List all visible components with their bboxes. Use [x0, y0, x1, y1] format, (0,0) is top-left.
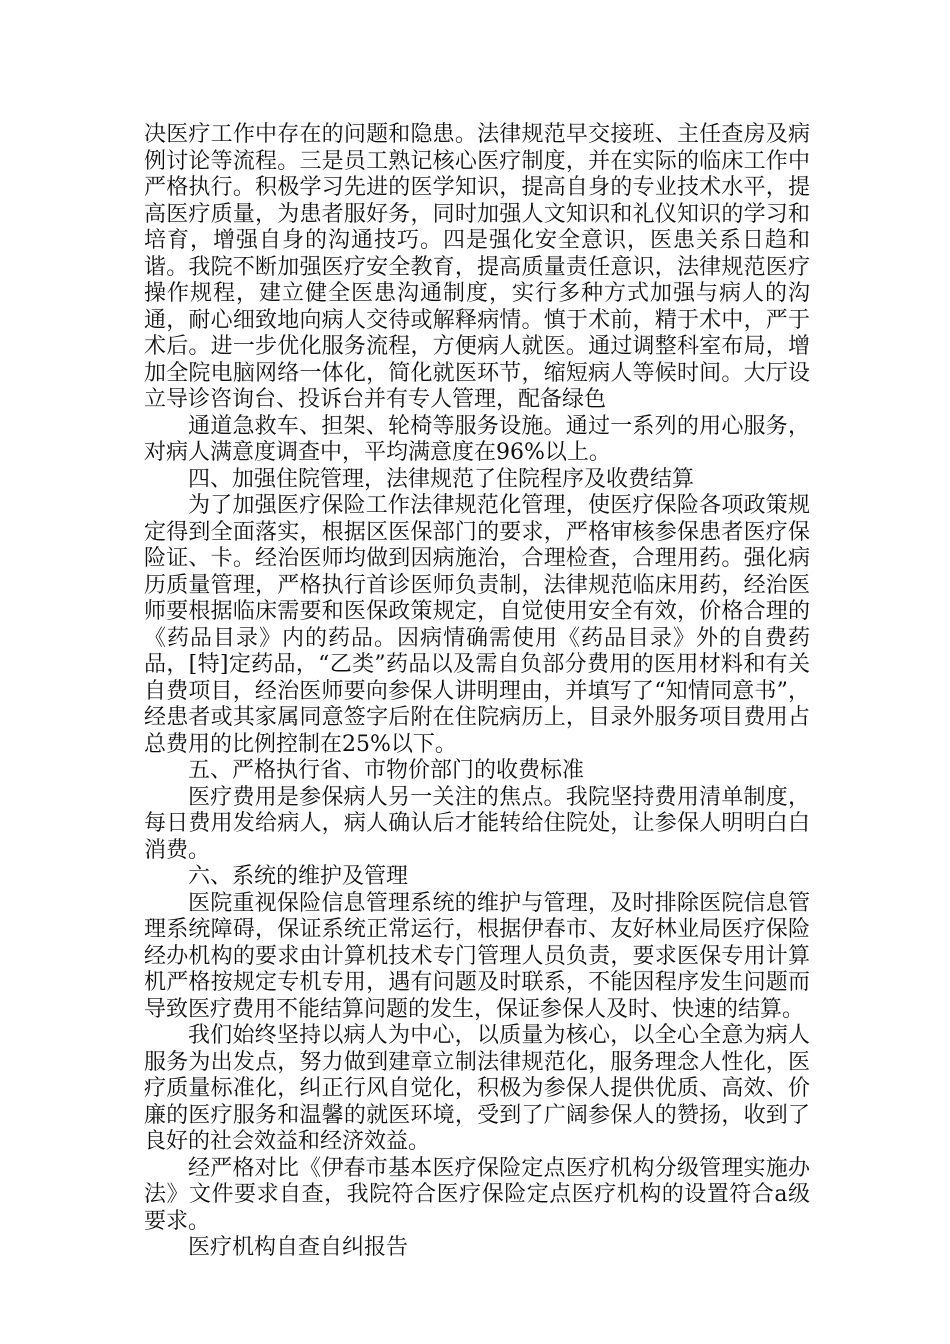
report-title: 医疗机构自查自纠报告 — [188, 1235, 409, 1260]
paragraph-continuation: 决医疗工作中存在的问题和隐患。法律规范早交接班、主任查房及病例讨论等流程。三是员工熟记核心医疗制度，并在实际的临床工作中严格执行。积极学习先进的医学知识，提高自身的专业技术水平，提高医疗质量，为患者服好务，同时加强人文知识和礼仪知识的学习和培育，增强自身的沟通技巧。四是强化安全意识，医患关系日趋和谐。我院不断加强医疗安全教育，提高质量责任意识，法律规范医疗操作规程，建立健全医患沟通制度，实行多种方式加强与病人的沟通，耐心细致地向病人交待或解释病情。慎于术前，精于术中，严于术后。进一步优化服务流程，方便病人就医。通过调整科室布局，增加全院电脑网络一体化，简化就医环节，缩短病人等候时间。大厅设立导诊咨询台、投诉台并有专人管理，配备绿色 — [144, 122, 810, 412]
paragraph-patient-centered: 我们始终坚持以病人为中心，以质量为核心，以全心全意为病人服务为出发点，努力做到建章立制法律规范化，服务理念人性化，医疗质量标准化，纠正行风自觉化，积极为参保人提供优质、高效、价廉的医疗服务和温馨的就医环境，受到了广阔参保人的赞扬，收到了良好的社会效益和经济效益。 — [144, 1023, 810, 1154]
document-page — [144, 122, 810, 1262]
paragraph-self-check: 经严格对比《伊春市基本医疗保险定点医疗机构分级管理实施办法》文件要求自查，我院符合医疗保险定点医疗机构的设置符合a级要求。 — [144, 1155, 810, 1234]
section-heading-4: 四、加强住院管理，法律规范了住院程序及收费结算 — [188, 466, 695, 492]
paragraph-insurance-management: 为了加强医疗保险工作法律规范化管理，使医疗保险各项政策规定得到全面落实，根据区医保部门的要求，严格审核参保患者医疗保险证、卡。经治医师均做到因病施治，合理检查，合理用药。强化病历质量管理，严格执行首诊医师负责制，法律规范临床用药，经治医师要根据临床需要和医保政策规定，自觉使用安全有效，价格合理的《药品目录》内的药品。因病情确需使用《药品目录》外的自费药品，[特]定药品，“乙类”药品以及需自负部分费用的医用材料和有关自费项目，经治医师要向参保人讲明理由，并填写了“知情同意书”，经患者或其家属同意签字后附在住院病历上，目录外服务项目费用占总费用的比例控制在25%以下。 — [144, 493, 810, 757]
section-heading-6: 六、系统的维护及管理 — [188, 864, 409, 889]
section-heading-5: 五、严格执行省、市物价部门的收费标准 — [188, 758, 585, 783]
paragraph-system-maintenance: 医院重视保险信息管理系统的维护与管理，及时排除医院信息管理系统障碍，保证系统正常运行，根据伊春市、友好林业局医疗保险经办机构的要求由计算机技术专门管理人员负责，要求医保专用计算机严格按规定专机专用，遇有问题及时联系，不能因程序发生问题而导致医疗费用不能结算问题的发生，保证参保人及时、快速的结算。 — [144, 890, 810, 1022]
paragraph-fees: 医疗费用是参保病人另一关注的焦点。我院坚持费用清单制度，每日费用发给病人，病人确认后才能转给住院处，让参保人明明白白消费。 — [144, 784, 810, 863]
paragraph-service-facilities: 通道急救车、担架、轮椅等服务设施。通过一系列的用心服务，对病人满意度调查中，平均满意度在96%以上。 — [144, 413, 810, 465]
